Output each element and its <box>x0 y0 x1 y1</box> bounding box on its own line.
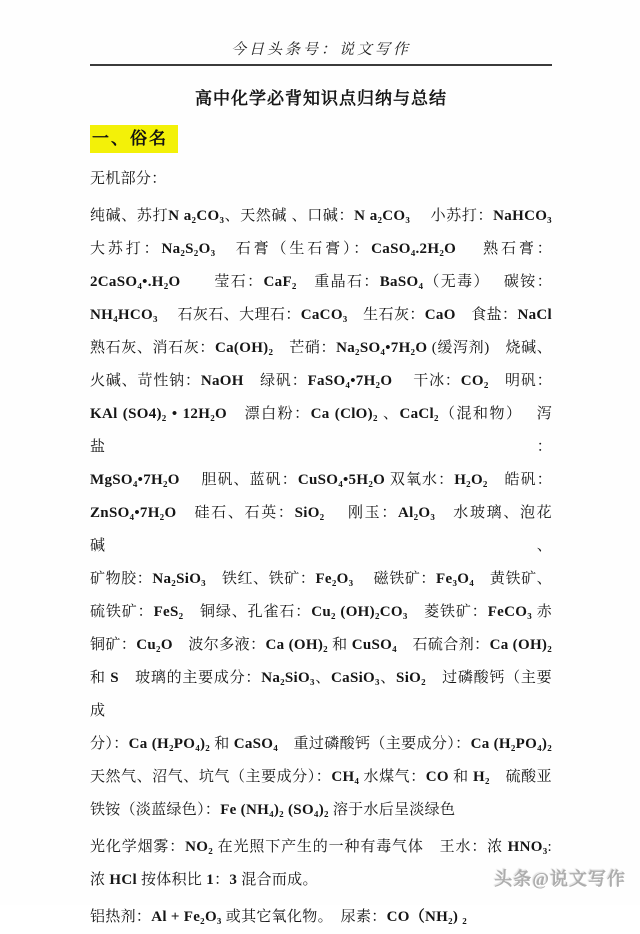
text-line: 浓 HCl 按体积比 1：3 混合而成。 <box>90 872 318 888</box>
text-line: 铜矿：Cu₂O 波尔多液：Ca (OH)₂ 和 CuSO₄ 石硫合剂：Ca (OH)₂ <box>90 637 553 653</box>
section-heading-row <box>90 125 552 154</box>
text-line: 铁铵（淡蓝绿色）：Fe (NH₄)₂ (SO₄)₂ 溶于水后呈淡绿色 <box>90 802 456 818</box>
text-line: 硫铁矿：FeS₂ 铜绿、孔雀石：Cu₂ (OH)₂CO₃ 菱铁矿：FeCO₃ 赤 <box>90 604 552 620</box>
text-line: KAl (SO4)₂ • 12H₂O 漂白粉：Ca (ClO)₂ 、CaCl₂（混和物） 泻盐： <box>90 406 552 455</box>
text-line: 大苏打：Na₂S₂O₃ 石膏（生石膏）：CaSO₄.2H₂O 熟石膏： <box>90 241 552 257</box>
header-account-line: 今日头条号：说文写作 <box>230 42 411 58</box>
text-line: 光化学烟雾：NO₂ 在光照下产生的一种有毒气体 王水：浓 HNO₃: <box>90 839 552 855</box>
text-line: MgSO₄•7H₂O 胆矾、蓝矾：CuSO₄•5H₂O 双氧水：H₂O₂ 皓矾： <box>90 472 552 488</box>
text-line: 2CaSO₄•.H₂O 莹石：CaF₂ 重晶石：BaSO₄（无毒） 碳铵： <box>90 274 552 290</box>
text-line: 天然气、沼气、坑气（主要成分）：CH₄ 水煤气：CO 和 H₂ 硫酸亚 <box>90 769 552 785</box>
text-line: 纯碱、苏打N a₂CO₃、天然碱 、口碱：N a₂CO₃ 小苏打：NaHCO₃ <box>90 208 552 224</box>
section-heading-highlight: 一、俗名 <box>90 125 178 153</box>
text-line: 无机部分： <box>90 171 167 187</box>
document-content <box>90 0 552 934</box>
page-title: 高中化学必背知识点归纳与总结 <box>195 89 447 108</box>
text-line: 铝热剂：Al + Fe₂O₃ 或其它氧化物。 尿素：CO（NH₂) ₂ <box>90 909 468 925</box>
text-line: 矿物胶：Na₂SiO₃ 铁红、铁矿：Fe₂O₃ 磁铁矿：Fe₃O₄ 黄铁矿、 <box>90 571 552 587</box>
text-line: 熟石灰、消石灰：Ca(OH)₂ 芒硝：Na₂SO₄•7H₂O (缓泻剂) 烧碱、 <box>90 340 552 356</box>
document-body <box>90 163 552 934</box>
text-line: NH₄HCO₃ 石灰石、大理石：CaCO₃ 生石灰：CaO 食盐：NaCl <box>90 307 552 323</box>
text-line: 和 S 玻璃的主要成分：Na₂SiO₃、CaSiO₃、SiO₂ 过磷酸钙（主要成 <box>90 670 552 719</box>
watermark: 头条@说文写作 <box>494 869 626 889</box>
text-line: 火碱、苛性钠：NaOH 绿矾：FaSO₄•7H₂O 干冰：CO₂ 明矾： <box>90 373 552 389</box>
text-line: 分）：Ca (H₂PO₄)₂ 和 CaSO₄ 重过磷酸钙（主要成分）：Ca (H₂PO₄)₂ <box>90 736 553 752</box>
header-rule <box>90 64 552 66</box>
text-line: ZnSO₄•7H₂O 硅石、石英：SiO₂ 刚玉：Al₂O₃ 水玻璃、泡花碱、 <box>90 505 552 554</box>
